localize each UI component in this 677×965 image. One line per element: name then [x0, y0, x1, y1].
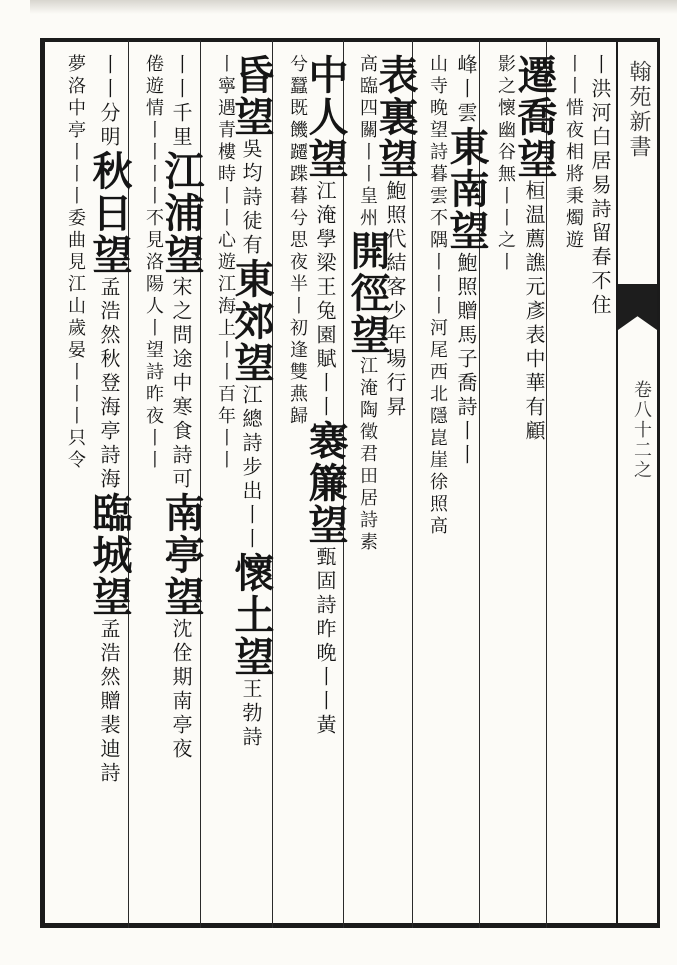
heading: 開徑望 [344, 230, 391, 356]
text-run: 桓温薦譙元彥表中華有顧 [522, 180, 546, 444]
margin-strip [618, 38, 660, 928]
heading: 臨城望 [86, 492, 133, 618]
text-run: 孟浩然秋登海亭詩海 [97, 276, 121, 492]
heading: 遷喬望 [511, 54, 558, 180]
text-run: 吳均詩徒有 [239, 138, 263, 258]
text-run: 歲晏丨丨丨只令 [65, 318, 86, 472]
heading: 表裏望 [372, 54, 419, 180]
scan-shadow [30, 0, 677, 14]
text-column: 丨洪河白居易詩留春不住 [588, 54, 612, 318]
heading: 江浦望 [158, 150, 205, 276]
text-column [274, 54, 320, 920]
text-column [130, 54, 176, 920]
text-column [344, 54, 390, 920]
text-run: 兮蠶既饑躚蹀暮兮思夜半丨初逢雙燕歸 [287, 54, 308, 428]
text-run: 江淹陶徵君田居詩素 [357, 356, 378, 554]
text-column [52, 54, 98, 920]
text-column: 丨丨惜夜相將秉燭遊 [563, 54, 584, 252]
text-run: 鮑照代結客少年場行昇 [383, 180, 407, 420]
heading: 秋日望 [86, 150, 133, 276]
margin-title: 翰苑新書 [626, 60, 651, 160]
text-run: 夢洛中 [65, 54, 86, 120]
heading: 中人望 [302, 54, 349, 180]
text-column: 山寺晚望詩暮雲不隅丨丨丨河尾西北隱崑崖徐照高 [427, 54, 448, 538]
text-run: 江淹學梁王兔園賦丨丨 [313, 180, 337, 420]
text-run: 宋之問途中寒食詩可 [169, 276, 193, 492]
heading: 懷土望 [228, 552, 275, 678]
heading: 東南望 [443, 126, 490, 252]
text-run: 甄固詩昨晚丨丨黃 [313, 546, 337, 738]
text-run: 鮑照贈馬子喬詩丨丨 [454, 252, 478, 468]
text-run: 倦遊情丨丨丨丨不見洛陽人丨望詩昨夜丨丨 [143, 54, 164, 472]
text-column [202, 54, 248, 920]
text-run: 丨丨千里 [169, 54, 193, 150]
text-run: 孟浩然贈裴迪詩 [97, 618, 121, 786]
text-run: 高臨四關丨丨皇州 [357, 54, 378, 230]
heading: 東郊望 [228, 258, 275, 384]
text-run: 沈佺期南亭夜 [169, 618, 193, 762]
text-run: 王勃詩 [239, 678, 263, 750]
text-run: 亭丨丨丨委曲見江山 [65, 120, 86, 318]
text-run: 丨丨分明 [97, 54, 121, 150]
text-column: 影之懷幽谷無丨丨之丨 [495, 54, 516, 274]
text-run: 峰丨雲 [454, 54, 478, 126]
text-run: 丨寧遇青樓時丨丨心遊江海上丨丨百年丨丨 [215, 54, 236, 472]
heading: 昏望 [228, 54, 275, 138]
text-run: 江總詩步出丨丨 [239, 384, 263, 552]
heading: 南亭望 [158, 492, 205, 618]
heading: 褰簾望 [302, 420, 349, 546]
margin-volume: 卷八十二之 [631, 380, 652, 480]
